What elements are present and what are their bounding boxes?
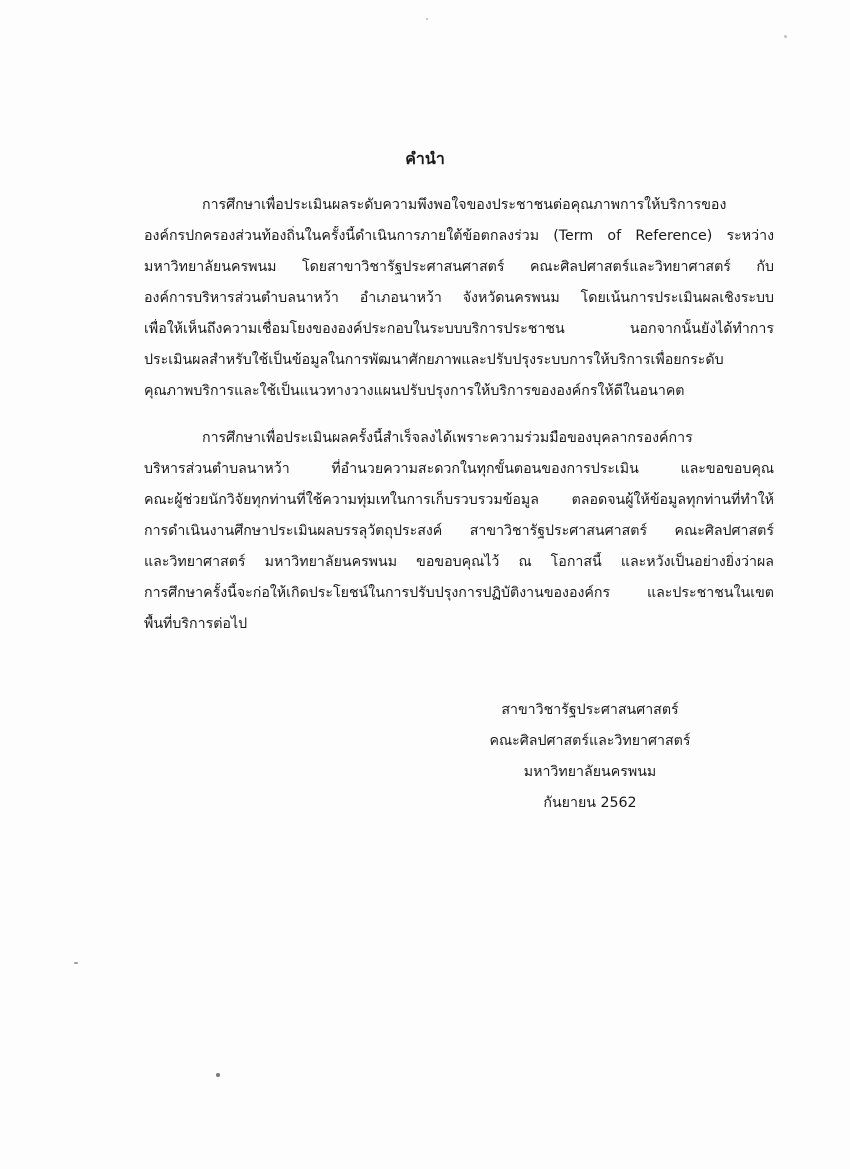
scan-speck bbox=[426, 18, 428, 20]
scan-speck bbox=[74, 962, 78, 964]
scan-speck bbox=[784, 35, 787, 38]
paragraph-line: บริหารส่วนตำบลนาหว้า ที่อำนวยความสะดวกในทุกขั้นตอนของการประเมิน และขอขอบคุณ bbox=[144, 461, 774, 477]
signature-department: สาขาวิชารัฐประศาสนศาสตร์ bbox=[501, 702, 679, 718]
paragraph-line: เพื่อให้เห็นถึงความเชื่อมโยงขององค์ประกอบในระบบบริการประชาชน นอกจากนั้นยังได้ทำการ bbox=[144, 321, 774, 337]
page-title: คำนำ bbox=[405, 149, 445, 168]
paragraph-line: องค์กรปกครองส่วนท้องถิ่นในครั้งนี้ดำเนินการภายใต้ข้อตกลงร่วม (Term of Reference) ระหว่าง bbox=[144, 228, 774, 244]
paragraph-line: และวิทยาศาสตร์ มหาวิทยาลัยนครพนม ขอขอบคุณไว้ ณ โอกาสนี้ และหวังเป็นอย่างยิ่งว่าผล bbox=[144, 554, 774, 570]
signature-faculty: คณะศิลปศาสตร์และวิทยาศาสตร์ bbox=[489, 733, 691, 749]
signature-date: กันยายน 2562 bbox=[543, 795, 637, 811]
paragraph-line: มหาวิทยาลัยนครพนม โดยสาขาวิชารัฐประศาสนศาสตร์ คณะศิลปศาสตร์และวิทยาศาสตร์ กับ bbox=[144, 259, 774, 275]
paragraph-line: การศึกษาเพื่อประเมินผลครั้งนี้สำเร็จลงได้เพราะความร่วมมือของบุคลากรองค์การ bbox=[202, 430, 693, 446]
paragraph-line: คณะผู้ช่วยนักวิจัยทุกท่านที่ใช้ความทุ่มเทในการเก็บรวบรวมข้อมูล ตลอดจนผู้ให้ข้อมูลทุกท่านที่ทำให้ bbox=[144, 492, 774, 508]
paragraph-line: พื้นที่บริการต่อไป bbox=[144, 616, 248, 632]
paragraph-line: การศึกษาครั้งนี้จะก่อให้เกิดประโยชน์ในการปรับปรุงการปฏิบัติงานขององค์กร และประชาชนในเขต bbox=[144, 585, 774, 601]
scan-speck bbox=[216, 1073, 220, 1077]
paragraph-line: องค์การบริหารส่วนตำบลนาหว้า อำเภอนาหว้า จังหวัดนครพนม โดยเน้นการประเมินผลเชิงระบบ bbox=[144, 290, 774, 306]
paragraph-line: การศึกษาเพื่อประเมินผลระดับความพึงพอใจของประชาชนต่อคุณภาพการให้บริการของ bbox=[202, 197, 727, 213]
paragraph-line: คุณภาพบริการและใช้เป็นแนวทางวางแผนปรับปรุงการให้บริการขององค์กรให้ดีในอนาคต bbox=[144, 383, 685, 399]
paragraph-line: การดำเนินงานศึกษาประเมินผลบรรลุวัตถุประสงค์ สาขาวิชารัฐประศาสนศาสตร์ คณะศิลปศาสตร์ bbox=[144, 523, 774, 539]
paragraph-line: ประเมินผลสำหรับใช้เป็นข้อมูลในการพัฒนาศักยภาพและปรับปรุงระบบการให้บริการเพื่อยกระดับ bbox=[144, 352, 724, 368]
signature-university: มหาวิทยาลัยนครพนม bbox=[523, 764, 657, 780]
